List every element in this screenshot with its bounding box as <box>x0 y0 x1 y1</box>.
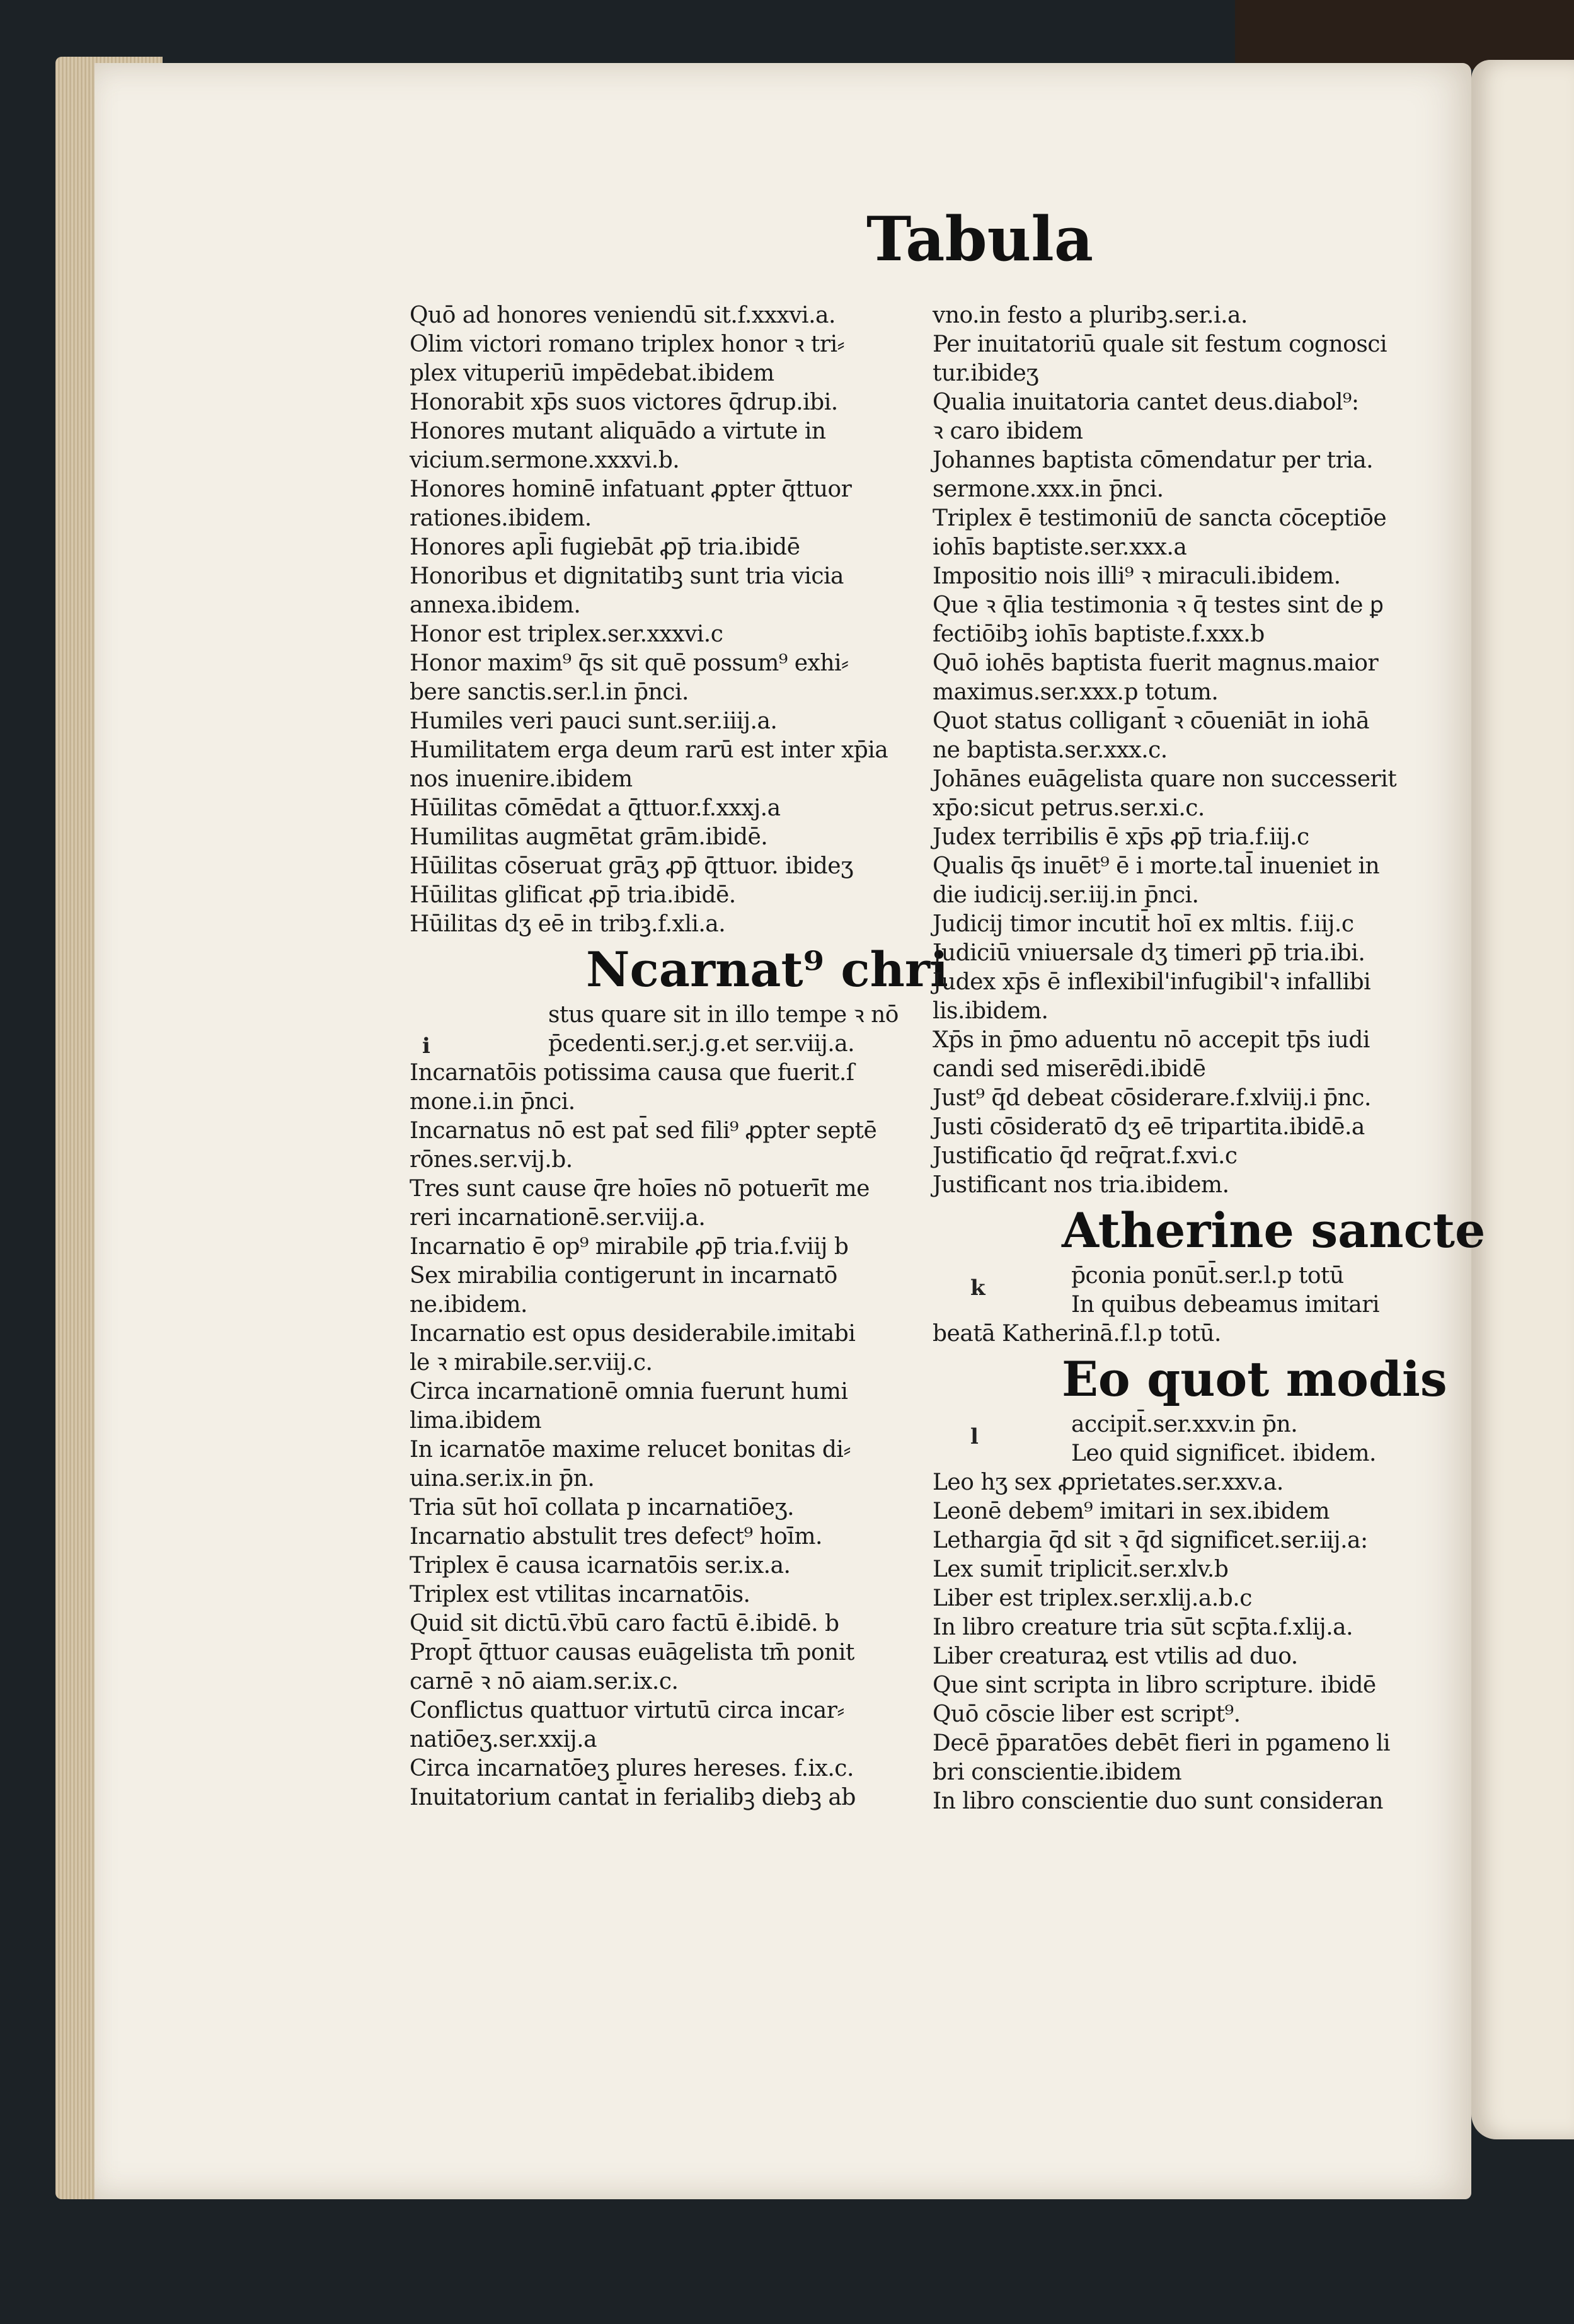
index-entry: Decē p̄paratōes debēt fieri in pgameno li <box>933 1730 1391 1756</box>
index-entry: Johannes baptista cōmendatur per tria. <box>933 447 1374 473</box>
index-entry: plex vituperiū impēdebat.ibidem <box>410 360 774 386</box>
index-entry: Quō ad honores veniendū sit.f.xxxvi.a. <box>410 302 836 328</box>
index-entry: Leonē debem⁹ imitari in sex.ibidem <box>933 1499 1330 1524</box>
index-entry: Xp̄s in p̄mo aduentu nō accepit tp̄s iudi <box>933 1027 1370 1053</box>
index-entry: natiōeʒ.ser.xxij.a <box>410 1727 597 1752</box>
index-entry: Humilitas augmētat grām.ibidē. <box>410 824 768 850</box>
section-heading-katherine: Atherine sancte <box>1062 1202 1486 1258</box>
index-entry: annexa.ibidem. <box>410 592 581 618</box>
index-entry: Honores hominē infatuant ꝓpter q̄ttuor <box>410 476 852 502</box>
index-entry: Just⁹ q̄d debeat cōsiderare.f.xlviij.i p̄nc. <box>933 1085 1371 1111</box>
index-entry: ꝛ caro ibidem <box>933 418 1083 444</box>
index-entry: Tria sūt hoī collata p incarnatiōeʒ. <box>410 1495 795 1521</box>
index-entry: lis.ibidem. <box>933 998 1048 1024</box>
left-index-entries-b <box>410 1059 907 1812</box>
index-entry: Johānes euāgelista quare non successerit <box>933 766 1397 792</box>
index-entry: lima.ibidem <box>410 1408 542 1434</box>
index-entry: vicium.sermone.xxxvi.b. <box>410 447 680 473</box>
index-entry: uina.ser.ix.in p̄n. <box>410 1466 595 1492</box>
index-entry: beatā Katherinā.f.l.p totū. <box>933 1321 1221 1347</box>
index-entry: Quot status colligant̄ ꝛ cōueniāt in iohā <box>933 708 1370 734</box>
heading-guide-letter: l <box>970 1424 979 1449</box>
index-entry: Impositio nois illi⁹ ꝛ miraculi.ibidem. <box>933 563 1341 589</box>
section-heading-incarnatus: Ncarnat⁹ chri <box>586 941 948 998</box>
index-entry: Justi cōsideratō dʒ eē tripartita.ibidē.a <box>933 1114 1365 1140</box>
index-entry: Triplex ē causa icarnatōis ser.ix.a. <box>410 1553 791 1579</box>
index-entry: Inuitatorium cantat̄ in ferialibꝫ diebꝫ ab <box>410 1785 856 1810</box>
index-entry: Tres sunt cause q̄re hoīes nō potuerīt me <box>410 1176 870 1202</box>
index-entry: Judiciū vniuersale dʒ timeri ꝑp̄ tria.ibi. <box>933 940 1365 966</box>
heading-guide-letter: k <box>970 1275 985 1301</box>
index-entry: Hūilitas cōseruat grāʒ ꝓp̄ q̄ttuor. ibideʒ <box>410 853 853 879</box>
index-entry: In libro conscientie duo sunt consideran <box>933 1788 1383 1814</box>
index-entry: vno.in festo a pluribꝫ.ser.i.a. <box>933 302 1248 328</box>
index-entry: Leo quid significet. ibidem. <box>1071 1441 1376 1466</box>
index-entry: Qualia inuitatoria cantet deus.diabol⁹: <box>933 389 1359 415</box>
index-entry: Judicij timor incutit̄ hoī ex mltis. f.iij.c <box>933 911 1354 937</box>
index-entry: accipit̄.ser.xxv.in p̄n. <box>1071 1412 1298 1437</box>
index-entry: Honorabit xp̄s suos victores q̄drup.ibi. <box>410 389 838 415</box>
left-index-entries-a <box>410 301 907 939</box>
index-entry: Honor maxim⁹ q̄s sit quē possum⁹ exhi⸗ <box>410 650 849 676</box>
index-entry: In libro creature tria sūt scp̄ta.f.xlij.a. <box>933 1614 1353 1640</box>
index-entry: maximus.ser.xxx.p totum. <box>933 679 1219 705</box>
index-entry: Hūilitas glificat ꝓp̄ tria.ibidē. <box>410 882 736 908</box>
facing-page-edge <box>1471 60 1574 2139</box>
index-entry: Qualis q̄s inuēt⁹ ē i morte.tal̄ inueniet in <box>933 853 1380 879</box>
index-entry: rationes.ibidem. <box>410 505 592 531</box>
left-section-heading <box>410 939 948 1059</box>
index-entry: Quid sit dictū.v̄bū caro factū ē.ibidē. b <box>410 1611 839 1637</box>
index-entry: iohīs baptiste.ser.xxx.a <box>933 534 1187 560</box>
right-index-entries-a <box>933 301 1437 1200</box>
index-entry: Humiles veri pauci sunt.ser.iiij.a. <box>410 708 778 734</box>
right-heading2-continuation <box>933 1410 1437 1468</box>
index-entry: Hūilitas dʒ eē in tribꝫ.f.xli.a. <box>410 911 726 937</box>
index-entry: Lex sumit̄ triplicit̄.ser.xlv.b <box>933 1556 1229 1582</box>
index-entry: Olim victori romano triplex honor ꝛ tri⸗ <box>410 331 845 357</box>
index-entry: p̄cedenti.ser.j.g.et ser.viij.a. <box>548 1031 855 1057</box>
right-section-heading-1 <box>933 1200 1486 1349</box>
index-entry: Circa incarnatōeʒ plures hereses. f.ix.c. <box>410 1756 854 1781</box>
heading-guide-letter: i <box>422 1033 430 1059</box>
index-entry: tur.ibideʒ <box>933 360 1039 386</box>
index-entry: candi sed miserēdi.ibidē <box>933 1056 1206 1082</box>
index-entry: Judex xp̄s ē inflexibil'infugibil'ꝛ infallibi <box>933 969 1371 995</box>
index-entry: sermone.xxx.in p̄nci. <box>933 476 1164 502</box>
index-entry: Liber est triplex.ser.xlij.a.b.c <box>933 1585 1252 1611</box>
index-entry: carnē ꝛ nō aiam.ser.ix.c. <box>410 1669 679 1694</box>
index-entry: Quō iohēs baptista fuerit magnus.maior <box>933 650 1379 676</box>
index-entry: Leo hʒ sex ꝓprietates.ser.xxv.a. <box>933 1470 1284 1495</box>
index-entry: Honor est triplex.ser.xxxvi.c <box>410 621 723 647</box>
index-entry: Quō cōscie liber est script⁹. <box>933 1701 1241 1727</box>
index-entry: Propt̄ q̄ttuor causas euāgelista tm̄ ponit <box>410 1640 854 1665</box>
index-entry: Honores apl̄i fugiebāt ꝓp̄ tria.ibidē <box>410 534 800 560</box>
index-entry: rōnes.ser.vij.b. <box>410 1147 573 1173</box>
index-entry: Circa incarnationē omnia fuerunt humi <box>410 1379 848 1405</box>
index-entry: ne baptista.ser.xxx.c. <box>933 737 1168 763</box>
index-entry: p̄conia ponūt̄.ser.l.p totū <box>1071 1263 1344 1289</box>
index-entry: Honoribus et dignitatibꝫ sunt tria vicia <box>410 563 844 589</box>
section-heading-leo: Eo quot modis <box>1062 1351 1447 1407</box>
right-index-entries-b <box>933 1468 1437 1816</box>
index-entry: bere sanctis.ser.l.in p̄nci. <box>410 679 689 705</box>
index-entry: Judex terribilis ē xp̄s ꝓp̄ tria.f.iij.c <box>933 824 1309 850</box>
index-entry: Sex mirabilia contigerunt in incarnatō <box>410 1263 837 1289</box>
index-entry: Conflictus quattuor virtutū circa incar⸗ <box>410 1698 844 1723</box>
index-entry: Justificant nos tria.ibidem. <box>933 1172 1229 1198</box>
index-entry: die iudicij.ser.iij.in p̄nci. <box>933 882 1199 908</box>
running-head: Tabula <box>866 204 1094 275</box>
index-entry: Triplex ē testimoniū de sancta cōceptiōe <box>933 505 1387 531</box>
right-heading1-continuation <box>933 1262 1437 1320</box>
index-entry: Que ꝛ q̄lia testimonia ꝛ q̄ testes sint de ꝑ <box>933 592 1384 618</box>
index-entry: Triplex est vtilitas incarnatōis. <box>410 1582 750 1608</box>
index-entry: Liber creaturaꝝ est vtilis ad duo. <box>933 1643 1298 1669</box>
index-entry: stus quare sit in illo tempe ꝛ nō <box>548 1002 899 1028</box>
index-entry: Honores mutant aliquādo a virtute in <box>410 418 826 444</box>
right-section-heading-2 <box>933 1349 1447 1468</box>
index-entry: Incarnatus nō est pat̄ sed fili⁹ ꝓpter septē <box>410 1118 877 1144</box>
index-entry: Incarnatio ē op⁹ mirabile ꝓp̄ tria.f.viij b <box>410 1234 849 1260</box>
right-column <box>933 301 1486 1816</box>
index-entry: Incarnatio abstulit tres defect⁹ hoīm. <box>410 1524 822 1550</box>
index-entry: mone.i.in p̄nci. <box>410 1089 575 1115</box>
index-entry: Justificatio q̄d req̄rat.f.xvi.c <box>933 1143 1238 1169</box>
book-cover-edge <box>1235 0 1574 69</box>
index-entry: xp̄o:sicut petrus.ser.xi.c. <box>933 795 1205 821</box>
index-entry: Hūilitas cōmēdat a q̄ttuor.f.xxxj.a <box>410 795 781 821</box>
index-entry: le ꝛ mirabile.ser.viij.c. <box>410 1350 653 1376</box>
index-entry: Que sint scripta in libro scripture. ibidē <box>933 1672 1376 1698</box>
index-entry: reri incarnationē.ser.viij.a. <box>410 1205 706 1231</box>
index-entry: In icarnatōe maxime relucet bonitas di⸗ <box>410 1437 851 1463</box>
index-entry: Incarnatio est opus desiderabile.imitabi <box>410 1321 856 1347</box>
index-entry: Lethargia q̄d sit ꝛ q̄d significet.ser.iij.a: <box>933 1527 1368 1553</box>
left-heading-continuation <box>410 1001 907 1059</box>
index-entry: Humilitatem erga deum rarū est inter xp̄ia <box>410 737 888 763</box>
left-column <box>410 301 948 1812</box>
index-entry: In quibus debeamus imitari <box>1071 1292 1379 1318</box>
index-entry: Incarnatōis potissima causa que fuerit.ſ <box>410 1060 854 1086</box>
index-entry: bri conscientie.ibidem <box>933 1759 1182 1785</box>
index-entry: ne.ibidem. <box>410 1292 527 1318</box>
index-entry: Per inuitatoriū quale sit festum cognosci <box>933 331 1387 357</box>
index-entry: fectiōibꝫ iohīs baptiste.f.xxx.b <box>933 621 1265 647</box>
index-entry: nos inuenire.ibidem <box>410 766 633 792</box>
